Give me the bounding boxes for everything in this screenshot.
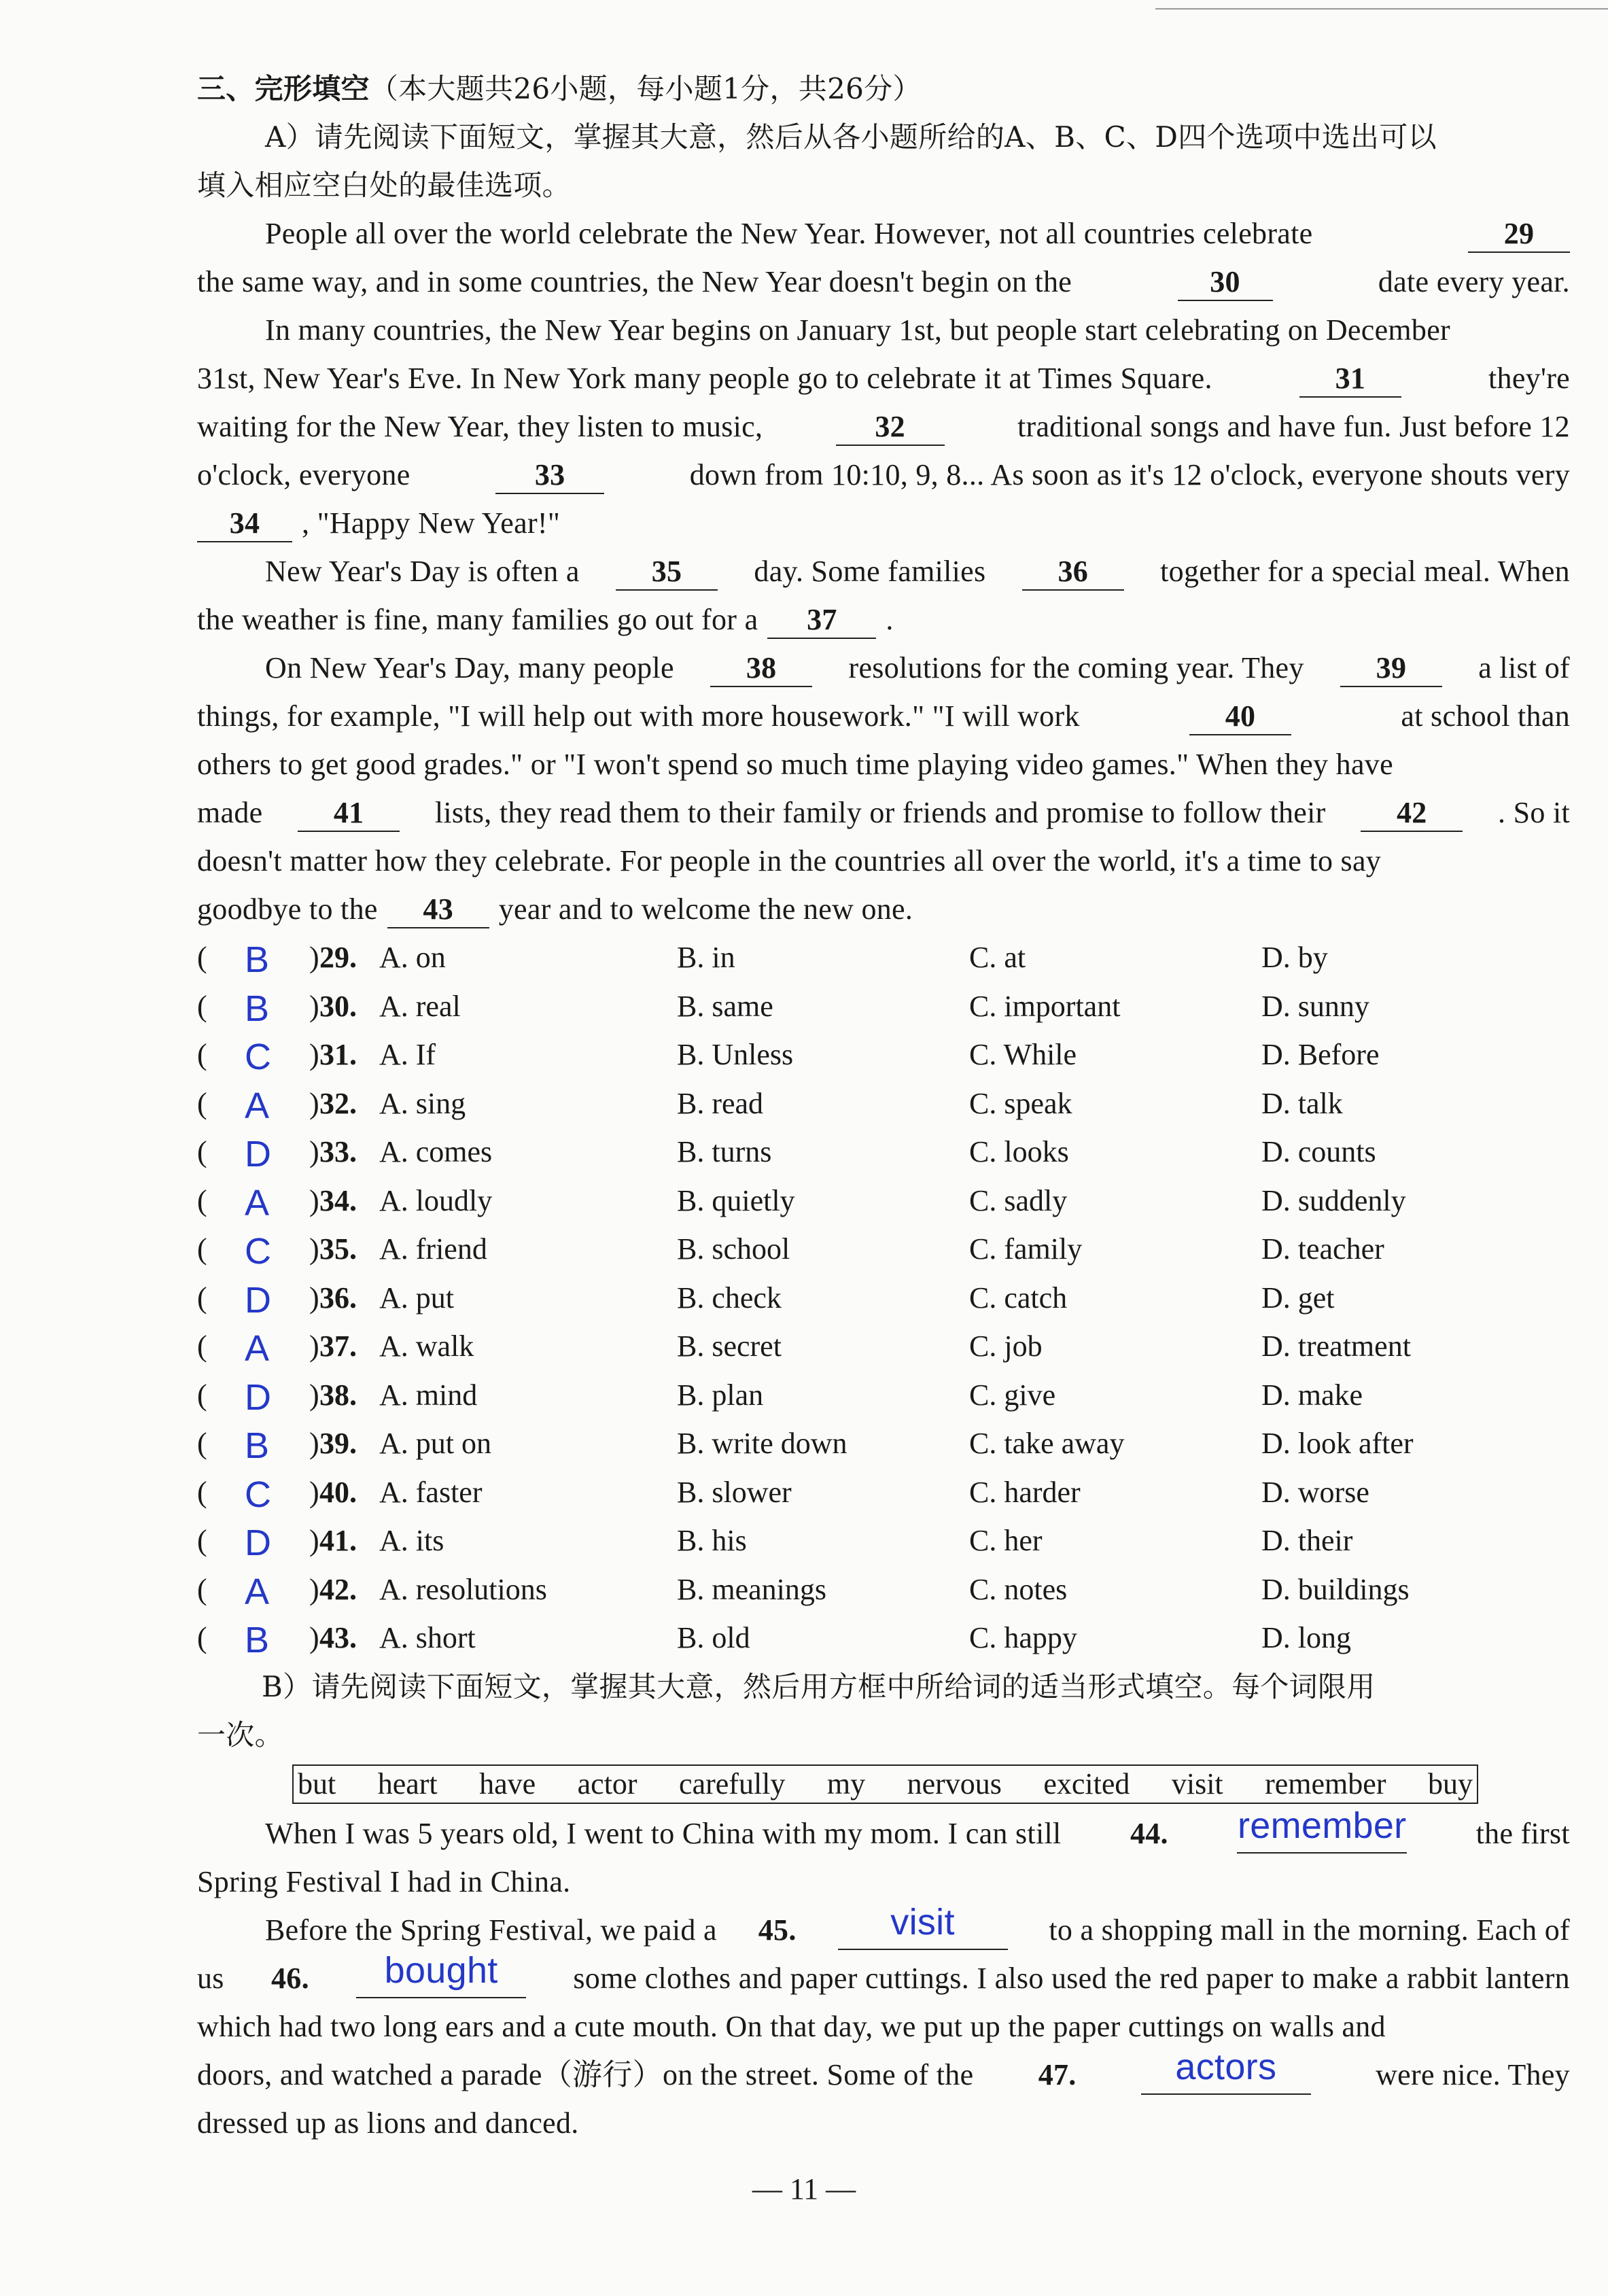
option-b[interactable]: B. his <box>677 1524 747 1557</box>
passage-text: traditional songs and have fun. Just before 12 <box>1017 410 1570 443</box>
question-number: 37. <box>319 1329 357 1363</box>
option-c[interactable]: C. speak <box>969 1086 1072 1120</box>
option-c[interactable]: C. looks <box>969 1135 1069 1168</box>
option-d[interactable]: D. their <box>1261 1524 1353 1557</box>
option-b[interactable]: B. old <box>677 1621 750 1654</box>
page-number: — 11 — <box>752 2172 856 2206</box>
paren-close: ) <box>309 1572 319 1606</box>
partA-instructions-cont <box>197 161 1570 209</box>
question-row-39 <box>197 1419 1570 1468</box>
answer-blank-46[interactable] <box>356 1949 526 1998</box>
option-a[interactable]: A. its <box>379 1524 444 1557</box>
option-c[interactable]: C. family <box>969 1232 1083 1266</box>
passage-text: dressed up as lions and danced. <box>197 2106 579 2140</box>
passage-text: 31st, New Year's Eve. In New York many people go to celebrate it at Times Square. <box>197 362 1212 395</box>
passage-text: Spring Festival I had in China. <box>197 1864 571 1898</box>
option-a[interactable]: A. put on <box>379 1427 491 1460</box>
option-d[interactable]: D. Before <box>1261 1038 1380 1071</box>
paren-close: ) <box>309 1086 319 1120</box>
answer-blank-45[interactable] <box>838 1901 1008 1950</box>
answer-mark[interactable]: A <box>245 1085 270 1126</box>
word-box-item: nervous <box>907 1767 1002 1801</box>
answer-mark[interactable]: B <box>245 1620 270 1660</box>
answer-blank-47[interactable] <box>1141 2046 1311 2095</box>
answer-mark[interactable]: B <box>245 939 270 980</box>
answer-mark[interactable]: D <box>245 1376 271 1418</box>
paren-close: ) <box>309 1524 319 1557</box>
passageB-line <box>197 1805 1570 1858</box>
blank-31[interactable]: 31 <box>1299 361 1401 398</box>
answer-blank-44[interactable] <box>1237 1805 1407 1854</box>
paren-close: ) <box>309 1038 319 1071</box>
passage-text: down from 10:10, 9, 8... As soon as it's 12 o'clock, everyone shouts very <box>689 458 1570 491</box>
blank-38[interactable]: 38 <box>710 650 812 687</box>
word-box-item: but <box>298 1767 336 1801</box>
passage-text: at school than <box>1401 699 1570 733</box>
answer-mark[interactable]: C <box>245 1474 271 1515</box>
passageB-line <box>197 1901 1570 1954</box>
paren-open: ( <box>197 1183 207 1217</box>
section-title: 三、完形填空 <box>197 72 370 105</box>
question-row-38 <box>197 1371 1570 1420</box>
option-d[interactable]: D. look after <box>1261 1427 1414 1460</box>
passage-text: date every year. <box>1378 265 1570 298</box>
passage-text: some clothes and paper cuttings. I also used the red paper to make a rabbit lantern <box>573 1961 1570 1995</box>
passageA-line <box>197 885 1570 933</box>
question-number: 41. <box>319 1524 357 1557</box>
passageA-line <box>197 788 1570 837</box>
option-c[interactable]: C. happy <box>969 1621 1077 1654</box>
option-b[interactable]: B. check <box>677 1281 782 1315</box>
blank-29[interactable]: 29 <box>1468 216 1570 253</box>
partA-instructions-line1: A）请先阅读下面短文，掌握其大意，然后从各小题所给的A、B、C、D四个选项中选出可以 <box>265 120 1437 154</box>
paren-open: ( <box>197 1572 207 1606</box>
option-c[interactable]: C. take away <box>969 1427 1125 1460</box>
option-b[interactable]: B. write down <box>677 1427 847 1460</box>
paren-open: ( <box>197 1232 207 1266</box>
answer-mark[interactable]: C <box>245 1037 271 1077</box>
paren-open: ( <box>197 941 207 974</box>
paren-close: ) <box>309 1378 319 1412</box>
option-c[interactable]: C. at <box>969 941 1026 974</box>
question-row-40 <box>197 1468 1570 1517</box>
passageB-line <box>197 1858 1570 1906</box>
option-a[interactable]: A. on <box>379 941 446 974</box>
passageB-line <box>197 2002 1570 2051</box>
passage-text: . <box>886 603 894 636</box>
question-number: 42. <box>319 1572 357 1606</box>
blank-41[interactable]: 41 <box>298 795 400 832</box>
option-d[interactable]: D. worse <box>1261 1475 1369 1509</box>
paren-close: ) <box>309 1329 319 1363</box>
option-a[interactable]: A. walk <box>379 1329 474 1363</box>
passage-text: which had two long ears and a cute mouth. On that day, we put up the paper cuttings on walls and <box>197 2009 1386 2043</box>
option-d[interactable]: D. teacher <box>1261 1232 1384 1266</box>
option-d[interactable]: D. by <box>1261 941 1328 974</box>
handwritten-answer: bought <box>384 1949 498 1991</box>
paren-close: ) <box>309 1427 319 1460</box>
section-note: （本大题共26小题，每小题1分，共26分） <box>369 72 922 105</box>
option-d[interactable]: D. counts <box>1261 1135 1376 1168</box>
option-c[interactable]: C. give <box>969 1378 1056 1412</box>
passageA-line <box>197 740 1570 788</box>
passage-text: doesn't matter how they celebrate. For people in the countries all over the world, it's a time to say <box>197 844 1382 877</box>
question-number: 39. <box>319 1427 357 1460</box>
passageA-line <box>197 306 1570 354</box>
passage-text: When I was 5 years old, I went to China with my mom. I can still <box>265 1816 1062 1850</box>
passage-text: the weather is fine, many families go out for a <box>197 603 758 636</box>
partA-instructions <box>197 113 1570 161</box>
blank-43[interactable]: 43 <box>387 892 489 928</box>
question-number: 29. <box>319 941 357 974</box>
paren-open: ( <box>197 1378 207 1412</box>
passageA-line <box>197 644 1570 692</box>
passage-text: doors, and watched a parade（游行）on the street. Some of the <box>197 2057 974 2091</box>
blank-number-44: 44. <box>1130 1816 1168 1850</box>
question-number: 38. <box>319 1378 357 1412</box>
question-row-35 <box>197 1225 1570 1274</box>
option-b[interactable]: B. Unless <box>677 1038 794 1071</box>
question-row-32 <box>197 1079 1570 1128</box>
partB-instructions-line2: 一次。 <box>197 1718 283 1752</box>
answer-mark[interactable]: C <box>245 1231 271 1272</box>
word-box-item: visit <box>1171 1767 1223 1801</box>
answer-mark[interactable]: A <box>245 1571 270 1612</box>
option-c[interactable]: C. her <box>969 1524 1043 1557</box>
paren-open: ( <box>197 1086 207 1120</box>
paren-close: ) <box>309 941 319 974</box>
passageA-line <box>197 547 1570 595</box>
option-d[interactable]: D. long <box>1261 1621 1351 1654</box>
passage-text: the first <box>1475 1816 1570 1850</box>
option-c[interactable]: C. important <box>969 989 1121 1023</box>
option-a[interactable]: A. resolutions <box>379 1572 547 1606</box>
passage-text: In many countries, the New Year begins on January 1st, but people start celebrating on December <box>265 313 1451 347</box>
paren-open: ( <box>197 1281 207 1315</box>
passage-text: were nice. They <box>1376 2057 1570 2091</box>
partA-instructions-line2: 填入相应空白处的最佳选项。 <box>197 169 571 202</box>
partB-instructions-cont <box>197 1711 1570 1759</box>
handwritten-answer: actors <box>1175 2046 1277 2087</box>
question-row-41 <box>197 1516 1570 1565</box>
question-row-36 <box>197 1274 1570 1323</box>
option-b[interactable]: B. plan <box>677 1378 764 1412</box>
answer-mark[interactable]: A <box>245 1328 270 1369</box>
passage-text: the same way, and in some countries, the New Year doesn't begin on the <box>197 265 1072 298</box>
blank-30[interactable]: 30 <box>1178 264 1273 301</box>
passage-text: Before the Spring Festival, we paid a <box>265 1913 717 1947</box>
passage-text: lists, they read them to their family or friends and promise to follow their <box>434 796 1326 829</box>
option-d[interactable]: D. talk <box>1261 1086 1343 1120</box>
paren-open: ( <box>197 1038 207 1071</box>
option-d[interactable]: D. sunny <box>1261 989 1369 1023</box>
passageA-line <box>197 499 1570 547</box>
question-row-42 <box>197 1565 1570 1614</box>
question-number: 30. <box>319 989 357 1023</box>
passage-text: us <box>197 1961 224 1995</box>
passageA-line <box>197 402 1570 451</box>
blank-number-45: 45. <box>758 1913 797 1947</box>
option-a[interactable]: A. put <box>379 1281 454 1315</box>
passageA-line <box>197 595 1570 644</box>
blank-42[interactable]: 42 <box>1361 795 1463 832</box>
option-a[interactable]: A. If <box>379 1038 436 1071</box>
word-box-item: buy <box>1427 1767 1473 1801</box>
passage-text: to a shopping mall in the morning. Each of <box>1049 1913 1570 1947</box>
question-row-37 <box>197 1322 1570 1371</box>
paren-open: ( <box>197 1621 207 1654</box>
paren-open: ( <box>197 1524 207 1557</box>
passageA-line <box>197 692 1570 740</box>
blank-36[interactable]: 36 <box>1022 554 1124 591</box>
word-box-item: heart <box>377 1767 438 1801</box>
option-c[interactable]: C. notes <box>969 1572 1068 1606</box>
option-a[interactable]: A. sing <box>379 1086 466 1120</box>
paren-close: ) <box>309 1232 319 1266</box>
option-d[interactable]: D. buildings <box>1261 1572 1410 1606</box>
section-heading <box>197 65 1570 113</box>
passage-text: made <box>197 796 263 829</box>
blank-40[interactable]: 40 <box>1189 699 1291 735</box>
option-b[interactable]: B. turns <box>677 1135 772 1168</box>
question-number: 31. <box>319 1038 357 1071</box>
question-number: 43. <box>319 1621 357 1654</box>
paren-close: ) <box>309 1281 319 1315</box>
question-row-30 <box>197 982 1570 1031</box>
word-box-item: excited <box>1043 1767 1130 1801</box>
option-d[interactable]: D. make <box>1261 1378 1363 1412</box>
passage-text: others to get good grades." or "I won't spend so much time playing video games." When they have <box>197 748 1393 781</box>
passage-text: goodbye to the <box>197 892 378 926</box>
passage-text: things, for example, "I will help out with more housework." "I will work <box>197 699 1080 733</box>
question-row-43 <box>197 1614 1570 1663</box>
question-number: 36. <box>319 1281 357 1315</box>
passageB-line <box>197 2099 1570 2147</box>
passage-text: On New Year's Day, many people <box>265 651 674 684</box>
word-box-item: remember <box>1265 1767 1386 1801</box>
option-c[interactable]: C. sadly <box>969 1183 1068 1217</box>
question-number: 33. <box>319 1135 357 1168</box>
paren-close: ) <box>309 989 319 1023</box>
passage-text: day. Some families <box>754 555 986 588</box>
blank-35[interactable]: 35 <box>616 554 718 591</box>
passage-text: , "Happy New Year!" <box>302 506 561 540</box>
option-b[interactable]: B. secret <box>677 1329 782 1363</box>
option-c[interactable]: C. catch <box>969 1281 1068 1315</box>
option-a[interactable]: A. mind <box>379 1378 478 1412</box>
option-a[interactable]: A. short <box>379 1621 476 1654</box>
passageA-line <box>197 451 1570 499</box>
option-c[interactable]: C. harder <box>969 1475 1081 1509</box>
passage-text: People all over the world celebrate the New Year. However, not all countries celebrate <box>265 217 1313 250</box>
answer-mark[interactable]: D <box>245 1523 271 1563</box>
handwritten-answer: visit <box>890 1901 955 1943</box>
paren-open: ( <box>197 1427 207 1460</box>
question-number: 32. <box>319 1086 357 1120</box>
question-list <box>197 933 1570 1663</box>
passageA-line <box>197 354 1570 402</box>
passage-text: resolutions for the coming year. They <box>848 651 1304 684</box>
blank-39[interactable]: 39 <box>1340 650 1442 687</box>
passage-text: . So it <box>1497 796 1570 829</box>
top-rule <box>1155 8 1608 10</box>
paren-close: ) <box>309 1475 319 1509</box>
passage-text: waiting for the New Year, they listen to music, <box>197 410 763 443</box>
paren-open: ( <box>197 1475 207 1509</box>
blank-33[interactable]: 33 <box>495 457 604 494</box>
question-number: 35. <box>319 1232 357 1266</box>
passage-text: a list of <box>1478 651 1570 684</box>
passage-text: o'clock, everyone <box>197 458 410 491</box>
option-a[interactable]: A. real <box>379 989 461 1023</box>
question-row-31 <box>197 1030 1570 1079</box>
passage-text: New Year's Day is often a <box>265 555 580 588</box>
paren-close: ) <box>309 1135 319 1168</box>
option-d[interactable]: D. treatment <box>1261 1329 1411 1363</box>
word-box-item: carefully <box>679 1767 786 1801</box>
word-box-item: actor <box>577 1767 637 1801</box>
paren-close: ) <box>309 1183 319 1217</box>
answer-mark[interactable]: B <box>245 1425 270 1466</box>
word-box <box>292 1764 1478 1804</box>
option-b[interactable]: B. quietly <box>677 1183 795 1217</box>
option-b[interactable]: B. in <box>677 941 735 974</box>
partB-instructions-line1: B）请先阅读下面短文，掌握其大意，然后用方框中所给词的适当形式填空。每个词限用 <box>262 1669 1376 1703</box>
answer-mark[interactable]: D <box>245 1279 271 1321</box>
option-a[interactable]: A. comes <box>379 1135 493 1168</box>
handwritten-answer: remember <box>1238 1805 1407 1846</box>
option-d[interactable]: D. get <box>1261 1281 1335 1315</box>
passageB-line <box>197 2046 1570 2099</box>
passageA-line <box>197 209 1570 258</box>
paren-open: ( <box>197 989 207 1023</box>
option-b[interactable]: B. same <box>677 989 773 1023</box>
option-d[interactable]: D. suddenly <box>1261 1183 1406 1217</box>
passage-text: together for a special meal. When <box>1160 555 1570 588</box>
passage-text: year and to welcome the new one. <box>498 892 913 926</box>
option-b[interactable]: B. school <box>677 1232 790 1266</box>
question-number: 34. <box>319 1183 357 1217</box>
worksheet-page <box>197 65 1570 2147</box>
blank-number-47: 47. <box>1038 2057 1077 2091</box>
answer-mark[interactable]: D <box>245 1134 271 1175</box>
question-row-29 <box>197 933 1570 982</box>
option-c[interactable]: C. While <box>969 1038 1077 1071</box>
passageA-line <box>197 258 1570 306</box>
option-b[interactable]: B. meanings <box>677 1572 826 1606</box>
option-c[interactable]: C. job <box>969 1329 1043 1363</box>
option-b[interactable]: B. slower <box>677 1475 792 1509</box>
question-number: 40. <box>319 1475 357 1509</box>
passage-text: they're <box>1488 362 1570 395</box>
blank-32[interactable]: 32 <box>836 409 945 446</box>
passageB-line <box>197 1949 1570 2002</box>
blank-37[interactable]: 37 <box>767 602 876 639</box>
blank-34[interactable]: 34 <box>197 506 292 542</box>
paren-close: ) <box>309 1621 319 1654</box>
option-a[interactable]: A. friend <box>379 1232 487 1266</box>
option-a[interactable]: A. loudly <box>379 1183 493 1217</box>
question-row-34 <box>197 1177 1570 1225</box>
option-a[interactable]: A. faster <box>379 1475 483 1509</box>
paren-open: ( <box>197 1135 207 1168</box>
paren-open: ( <box>197 1329 207 1363</box>
answer-mark[interactable]: A <box>245 1182 270 1223</box>
word-box-item: have <box>479 1767 536 1801</box>
answer-mark[interactable]: B <box>245 988 270 1029</box>
blank-number-46: 46. <box>270 1961 309 1995</box>
passageA-line <box>197 837 1570 885</box>
partB-instructions <box>197 1663 1570 1711</box>
word-box-item: my <box>826 1767 866 1801</box>
question-row-33 <box>197 1128 1570 1177</box>
option-b[interactable]: B. read <box>677 1086 764 1120</box>
